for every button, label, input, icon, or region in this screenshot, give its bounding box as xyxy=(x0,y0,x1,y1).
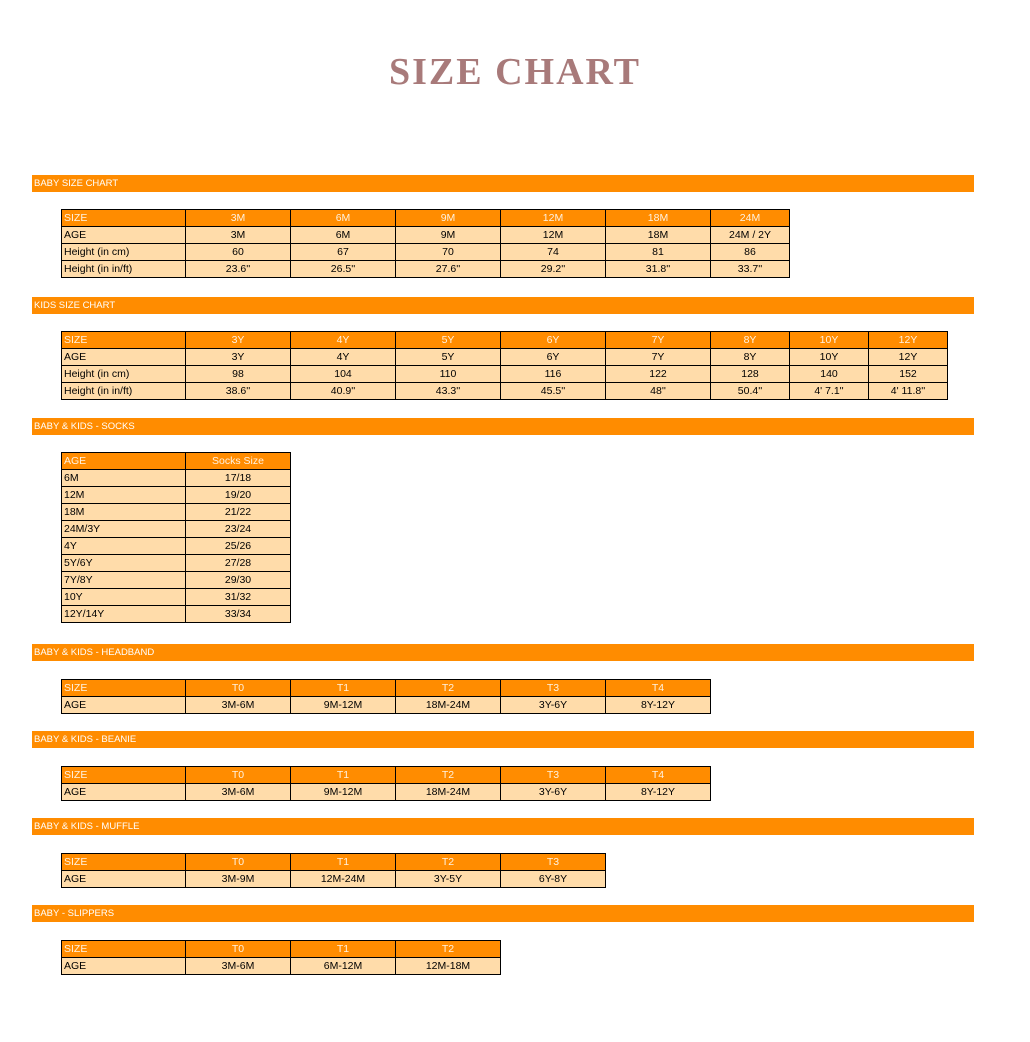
column-header: 5Y xyxy=(396,332,501,349)
row-label: Height (in cm) xyxy=(62,244,186,261)
kids-size-table xyxy=(61,331,948,400)
table-cell: 122 xyxy=(606,366,711,383)
table-cell: 23.6'' xyxy=(186,261,291,278)
row-label: 7Y/8Y xyxy=(62,572,186,589)
table-row xyxy=(62,470,291,487)
table-cell: 31.8'' xyxy=(606,261,711,278)
column-header: SIZE xyxy=(62,210,186,227)
table-cell: 67 xyxy=(291,244,396,261)
section-header-socks: BABY & KIDS - SOCKS xyxy=(32,418,974,435)
table-row xyxy=(62,572,291,589)
table-cell: 128 xyxy=(711,366,790,383)
column-header: 18M xyxy=(606,210,711,227)
column-header: T0 xyxy=(186,767,291,784)
row-label: 4Y xyxy=(62,538,186,555)
column-header: T1 xyxy=(291,767,396,784)
table-cell: 10Y xyxy=(790,349,869,366)
row-label: AGE xyxy=(62,227,186,244)
column-header: T2 xyxy=(396,941,501,958)
table-cell: 26.5'' xyxy=(291,261,396,278)
column-header: 7Y xyxy=(606,332,711,349)
table-cell: 12M xyxy=(501,227,606,244)
column-header: SIZE xyxy=(62,854,186,871)
socks-size-table xyxy=(61,452,291,623)
table-cell: 17/18 xyxy=(186,470,291,487)
table-cell: 3M xyxy=(186,227,291,244)
table-cell: 33.7'' xyxy=(711,261,790,278)
column-header: SIZE xyxy=(62,680,186,697)
table-cell: 27.6'' xyxy=(396,261,501,278)
table-cell: 23/24 xyxy=(186,521,291,538)
table-row xyxy=(62,538,291,555)
table-cell: 7Y xyxy=(606,349,711,366)
column-header: 6M xyxy=(291,210,396,227)
table-row xyxy=(62,606,291,623)
table-cell: 86 xyxy=(711,244,790,261)
table-cell: 40.9'' xyxy=(291,383,396,400)
row-label: 5Y/6Y xyxy=(62,555,186,572)
table-cell: 3M-6M xyxy=(186,958,291,975)
table-cell: 45.5'' xyxy=(501,383,606,400)
table-row xyxy=(62,521,291,538)
section-header-muffle: BABY & KIDS - MUFFLE xyxy=(32,818,974,835)
column-header: SIZE xyxy=(62,767,186,784)
table-cell: 74 xyxy=(501,244,606,261)
section-header-kids: KIDS SIZE CHART xyxy=(32,297,974,314)
column-header: T4 xyxy=(606,767,711,784)
table-row xyxy=(62,555,291,572)
table-row xyxy=(62,589,291,606)
table-cell: 70 xyxy=(396,244,501,261)
column-header: T0 xyxy=(186,680,291,697)
table-cell: 110 xyxy=(396,366,501,383)
row-label: 12M xyxy=(62,487,186,504)
section-header-headband: BABY & KIDS - HEADBAND xyxy=(32,644,974,661)
row-label: Height (in in/ft) xyxy=(62,383,186,400)
column-header: T1 xyxy=(291,854,396,871)
table-row xyxy=(62,261,790,278)
table-cell: 81 xyxy=(606,244,711,261)
table-cell: 31/32 xyxy=(186,589,291,606)
table-cell: 9M-12M xyxy=(291,784,396,801)
column-header: 10Y xyxy=(790,332,869,349)
column-header: 8Y xyxy=(711,332,790,349)
table-row xyxy=(62,487,291,504)
table-cell: 43.3'' xyxy=(396,383,501,400)
muffle-size-table xyxy=(61,853,606,888)
section-header-beanie: BABY & KIDS - BEANIE xyxy=(32,731,974,748)
table-cell: 3Y xyxy=(186,349,291,366)
table-cell: 38.6'' xyxy=(186,383,291,400)
table-cell: 9M-12M xyxy=(291,697,396,714)
row-label: 24M/3Y xyxy=(62,521,186,538)
column-header: 12Y xyxy=(869,332,948,349)
column-header: 3M xyxy=(186,210,291,227)
table-row xyxy=(62,383,948,400)
table-cell: 98 xyxy=(186,366,291,383)
table-cell: 12M-18M xyxy=(396,958,501,975)
column-header: T0 xyxy=(186,854,291,871)
table-header-row xyxy=(62,680,711,697)
row-label: AGE xyxy=(62,784,186,801)
column-header: SIZE xyxy=(62,941,186,958)
table-cell: 50.4'' xyxy=(711,383,790,400)
table-cell: 48'' xyxy=(606,383,711,400)
table-cell: 8Y-12Y xyxy=(606,697,711,714)
baby-size-table xyxy=(61,209,790,278)
table-cell: 4' 11.8'' xyxy=(869,383,948,400)
column-header: 12M xyxy=(501,210,606,227)
table-cell: 4Y xyxy=(291,349,396,366)
table-header-row xyxy=(62,941,501,958)
table-cell: 6Y-8Y xyxy=(501,871,606,888)
table-row xyxy=(62,244,790,261)
row-label: 10Y xyxy=(62,589,186,606)
table-row xyxy=(62,958,501,975)
table-cell: 19/20 xyxy=(186,487,291,504)
row-label: Height (in cm) xyxy=(62,366,186,383)
column-header: T2 xyxy=(396,680,501,697)
table-cell: 33/34 xyxy=(186,606,291,623)
row-label: AGE xyxy=(62,871,186,888)
section-header-slippers: BABY - SLIPPERS xyxy=(32,905,974,922)
column-header: 4Y xyxy=(291,332,396,349)
column-header: T3 xyxy=(501,767,606,784)
table-cell: 18M-24M xyxy=(396,784,501,801)
column-header: T3 xyxy=(501,680,606,697)
column-header: T0 xyxy=(186,941,291,958)
table-cell: 29.2'' xyxy=(501,261,606,278)
table-cell: 3M-6M xyxy=(186,697,291,714)
column-header: T2 xyxy=(396,767,501,784)
column-header: T2 xyxy=(396,854,501,871)
row-label: 12Y/14Y xyxy=(62,606,186,623)
table-cell: 152 xyxy=(869,366,948,383)
column-header: SIZE xyxy=(62,332,186,349)
table-row xyxy=(62,697,711,714)
table-cell: 24M / 2Y xyxy=(711,227,790,244)
table-cell: 21/22 xyxy=(186,504,291,521)
table-row xyxy=(62,871,606,888)
table-cell: 60 xyxy=(186,244,291,261)
table-cell: 6M-12M xyxy=(291,958,396,975)
row-label: Height (in in/ft) xyxy=(62,261,186,278)
slippers-size-table xyxy=(61,940,501,975)
page-title: SIZE CHART xyxy=(388,51,641,93)
row-label: 18M xyxy=(62,504,186,521)
table-cell: 8Y-12Y xyxy=(606,784,711,801)
column-header: T4 xyxy=(606,680,711,697)
table-cell: 8Y xyxy=(711,349,790,366)
table-row xyxy=(62,784,711,801)
row-label: AGE xyxy=(62,697,186,714)
table-cell: 12Y xyxy=(869,349,948,366)
column-header: T1 xyxy=(291,941,396,958)
table-row xyxy=(62,227,790,244)
table-cell: 3M-6M xyxy=(186,784,291,801)
row-label: 6M xyxy=(62,470,186,487)
table-cell: 5Y xyxy=(396,349,501,366)
row-label: AGE xyxy=(62,349,186,366)
table-cell: 3Y-6Y xyxy=(501,784,606,801)
column-header: Socks Size xyxy=(186,453,291,470)
headband-size-table xyxy=(61,679,711,714)
table-cell: 9M xyxy=(396,227,501,244)
table-cell: 3M-9M xyxy=(186,871,291,888)
table-cell: 116 xyxy=(501,366,606,383)
table-cell: 4' 7.1'' xyxy=(790,383,869,400)
beanie-size-table xyxy=(61,766,711,801)
table-cell: 140 xyxy=(790,366,869,383)
table-header-row xyxy=(62,453,291,470)
table-cell: 25/26 xyxy=(186,538,291,555)
table-header-row xyxy=(62,332,948,349)
table-cell: 6M xyxy=(291,227,396,244)
table-cell: 6Y xyxy=(501,349,606,366)
column-header: 6Y xyxy=(501,332,606,349)
table-cell: 3Y-6Y xyxy=(501,697,606,714)
table-header-row xyxy=(62,210,790,227)
table-cell: 18M-24M xyxy=(396,697,501,714)
table-cell: 18M xyxy=(606,227,711,244)
table-header-row xyxy=(62,854,606,871)
table-cell: 29/30 xyxy=(186,572,291,589)
table-cell: 27/28 xyxy=(186,555,291,572)
column-header: T1 xyxy=(291,680,396,697)
table-header-row xyxy=(62,767,711,784)
section-header-baby: BABY SIZE CHART xyxy=(32,175,974,192)
table-row xyxy=(62,366,948,383)
column-header: AGE xyxy=(62,453,186,470)
row-label: AGE xyxy=(62,958,186,975)
table-cell: 3Y-5Y xyxy=(396,871,501,888)
column-header: 9M xyxy=(396,210,501,227)
table-cell: 104 xyxy=(291,366,396,383)
table-row xyxy=(62,349,948,366)
table-cell: 12M-24M xyxy=(291,871,396,888)
column-header: 24M xyxy=(711,210,790,227)
column-header: 3Y xyxy=(186,332,291,349)
column-header: T3 xyxy=(501,854,606,871)
table-row xyxy=(62,504,291,521)
